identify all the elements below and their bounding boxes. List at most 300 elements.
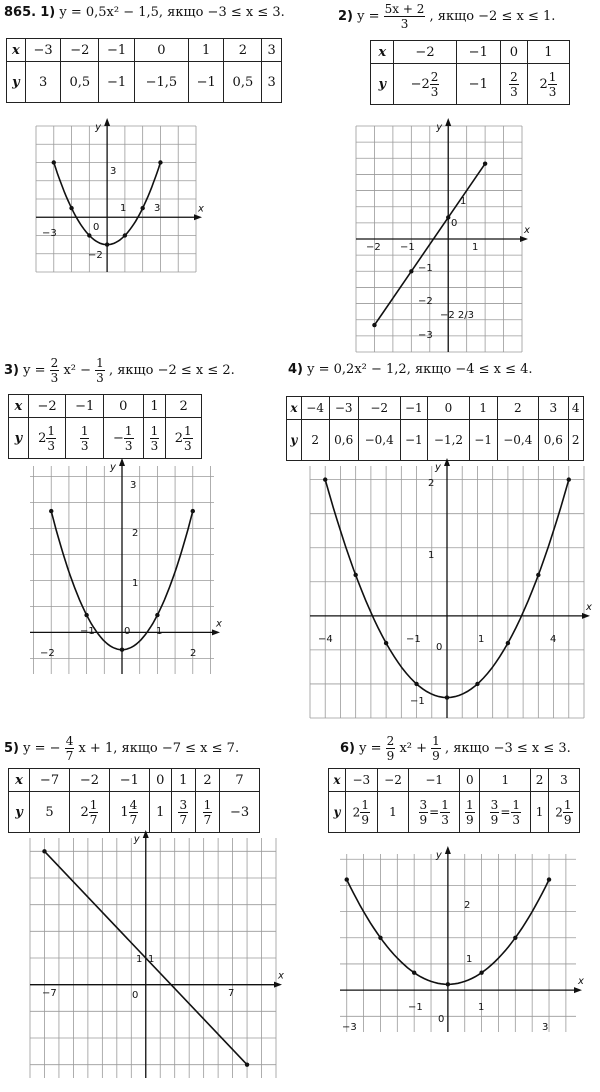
tick-label: 1 <box>136 954 143 965</box>
data-point <box>513 936 517 940</box>
fraction-denominator: 9 <box>386 749 395 763</box>
data-point <box>120 648 124 652</box>
fraction-numerator: 1 <box>96 356 104 370</box>
equals-sign: = <box>429 804 440 819</box>
tick-label: 3 <box>542 1022 549 1033</box>
table-cell: −1 <box>400 420 428 461</box>
value-table-4 <box>286 396 584 461</box>
table-cell: 5 <box>30 792 70 833</box>
table-cell: 2 <box>224 39 262 62</box>
table-cell: −1 <box>456 41 500 64</box>
formula-part: , якщо −2 ≤ x ≤ 1. <box>429 9 556 24</box>
fraction <box>129 798 139 827</box>
problem-formula: y = 0,5x² − 1,5, якщо −3 ≤ x ≤ 3. <box>59 5 285 20</box>
tick-label: 1 <box>120 203 127 214</box>
grid <box>36 126 196 272</box>
table-cell: 3 <box>262 62 282 103</box>
problem-3-heading <box>4 356 235 385</box>
tick-label: 4 <box>550 634 557 645</box>
fraction <box>431 734 441 763</box>
y-axis-label: y <box>133 834 140 845</box>
tick-label: 1 <box>428 550 435 561</box>
table-cell: 0 <box>428 397 470 420</box>
whole-part: 2 <box>539 76 548 92</box>
fraction <box>150 424 160 453</box>
whole-part: 2 <box>352 805 361 819</box>
table-cell: 0,5 <box>61 62 99 103</box>
data-point <box>123 233 127 237</box>
fraction-denominator: 7 <box>89 812 98 827</box>
table-cell: x <box>329 769 346 792</box>
y-axis-label: y <box>436 122 443 133</box>
fraction <box>384 2 426 31</box>
fraction <box>360 798 370 827</box>
value-table-5 <box>8 768 260 833</box>
x-axis-arrow <box>212 629 220 635</box>
data-point <box>245 1062 249 1066</box>
fraction-denominator: 9 <box>419 812 428 827</box>
table-cell: x <box>9 769 30 792</box>
table-cell: y <box>329 792 346 833</box>
formula-part: y = − <box>23 741 61 756</box>
fraction-numerator: 1 <box>441 797 449 812</box>
tick-label: 1 <box>478 1002 485 1013</box>
table-cell: −4 <box>301 397 329 420</box>
tick-label: 2 <box>428 478 435 489</box>
table-cell: y <box>9 418 29 459</box>
table-cell: −2 <box>358 397 400 420</box>
data-point <box>414 682 418 686</box>
tick-label: 0 <box>124 626 131 637</box>
fraction-numerator: 1 <box>89 797 98 812</box>
tick-label: 1 <box>132 578 139 589</box>
x-axis-label: x <box>216 618 222 630</box>
problem-index: 6) <box>340 741 355 756</box>
tick-label: 3 <box>154 203 161 214</box>
x-axis-arrow <box>194 214 202 220</box>
table-cell: −2 <box>28 395 66 418</box>
formula-part: , якщо −2 ≤ x ≤ 2. <box>108 363 235 378</box>
whole-part: 1 <box>120 804 129 820</box>
tick-label: 1 <box>466 954 473 965</box>
tick-label: −3 <box>342 1022 357 1033</box>
table-cell: 7 <box>220 769 260 792</box>
table-cell <box>166 418 202 459</box>
table-cell: −3 <box>220 792 260 833</box>
tick-label: 3 <box>110 166 117 177</box>
fraction-numerator: 1 <box>465 797 474 812</box>
data-point <box>87 233 91 237</box>
fraction-numerator: 3 <box>419 797 428 812</box>
y-axis-arrow <box>445 118 451 126</box>
graph-6 <box>340 850 584 1033</box>
fraction <box>46 424 56 453</box>
table-cell <box>345 792 377 833</box>
fraction-numerator: 1 <box>47 423 56 438</box>
data-point <box>323 477 327 481</box>
table-cell: 1 <box>531 792 549 833</box>
table-cell: 3 <box>25 62 61 103</box>
data-point <box>105 242 109 246</box>
grid <box>340 854 576 1032</box>
tick-label: −3 <box>42 228 57 239</box>
table-cell: −0,4 <box>497 420 539 461</box>
table-row-x <box>9 395 202 418</box>
fraction-denominator: 7 <box>179 812 188 827</box>
tick-label: −1 <box>80 626 95 637</box>
x-axis-label: x <box>524 225 530 236</box>
table-cell: −7 <box>30 769 70 792</box>
table-cell: 0 <box>460 769 480 792</box>
problem-1-heading <box>4 5 285 20</box>
table-cell: 1 <box>171 769 195 792</box>
table-row-y <box>9 418 202 459</box>
tick-label: −1 <box>406 634 421 645</box>
table-cell: −1 <box>99 62 135 103</box>
table-cell: −1,2 <box>428 420 470 461</box>
problem-index: 5) <box>4 741 19 756</box>
fraction-numerator: 3 <box>179 797 188 812</box>
table-cell: 0,6 <box>329 420 358 461</box>
whole-part: −2 <box>410 76 430 92</box>
table-cell: −1 <box>188 62 224 103</box>
tick-label: 7 <box>228 988 235 999</box>
data-point <box>412 970 416 974</box>
value-table-3 <box>8 394 202 459</box>
data-point <box>445 695 449 699</box>
graph-1 <box>36 122 204 272</box>
table-cell: −1 <box>109 769 149 792</box>
tick-label: −7 <box>42 988 57 999</box>
whole-part: 2 <box>80 804 89 820</box>
fraction <box>511 798 521 827</box>
table-cell <box>527 64 569 105</box>
table-cell: 3 <box>548 769 579 792</box>
data-point <box>345 877 349 881</box>
table-cell <box>500 64 527 105</box>
data-point <box>372 323 376 327</box>
data-point <box>49 509 53 513</box>
problem-2-heading <box>338 2 555 31</box>
data-point <box>506 641 510 645</box>
table-cell <box>409 792 460 833</box>
table-cell: −0,4 <box>358 420 400 461</box>
table-cell: 0,5 <box>224 62 262 103</box>
problem-index: 1) <box>40 5 56 20</box>
table-cell: 2 <box>531 769 549 792</box>
y-axis-arrow <box>104 118 110 126</box>
fraction <box>563 798 573 827</box>
table-row-x <box>371 41 570 64</box>
table-cell: x <box>371 41 394 64</box>
data-point <box>475 682 479 686</box>
table-cell <box>171 792 195 833</box>
formula-part: y = <box>357 9 380 24</box>
data-point <box>155 613 159 617</box>
data-point <box>353 573 357 577</box>
fraction-numerator: 5x + 2 <box>384 2 425 16</box>
table-cell <box>460 792 480 833</box>
data-point <box>42 849 46 853</box>
formula-part: x² − <box>63 363 92 378</box>
problem-formula: y = 0,2x² − 1,2, якщо −4 ≤ x ≤ 4. <box>307 362 533 377</box>
fraction-denominator: 9 <box>432 749 440 763</box>
tick-label: 1 <box>148 954 155 965</box>
whole-part: 2 <box>174 430 183 446</box>
table-cell: 1 <box>143 395 166 418</box>
fraction <box>430 70 440 99</box>
fraction-denominator: 7 <box>65 749 74 763</box>
table-cell: 1 <box>149 792 171 833</box>
fraction-denominator: 3 <box>47 438 56 453</box>
fraction-numerator: 4 <box>129 797 138 812</box>
tick-label: 2 <box>132 528 139 539</box>
formula-part: , якщо −3 ≤ x ≤ 3. <box>444 741 571 756</box>
x-axis-label: x <box>278 970 284 982</box>
x-axis-arrow <box>574 987 582 993</box>
x-axis-arrow <box>582 613 590 619</box>
table-cell: 2 <box>166 395 202 418</box>
data-point <box>567 477 571 481</box>
fraction <box>178 798 188 827</box>
table-cell: −1 <box>469 420 497 461</box>
fraction <box>440 798 450 827</box>
table-cell <box>143 418 166 459</box>
fraction <box>80 424 90 453</box>
y-axis-arrow <box>119 458 125 466</box>
x-axis-label: x <box>198 203 204 215</box>
graph-5 <box>30 834 284 1078</box>
table-cell: x <box>7 39 26 62</box>
data-point <box>446 215 450 219</box>
tick-label: −2 <box>40 648 55 659</box>
fraction <box>124 424 134 453</box>
table-cell: 2 <box>497 397 539 420</box>
table-cell: 4 <box>568 397 584 420</box>
tick-label: −1 <box>408 1002 423 1013</box>
table-cell <box>394 64 456 105</box>
problem-index: 3) <box>4 363 19 378</box>
tick-label: −2 <box>366 242 381 253</box>
fraction-denominator: 3 <box>50 371 59 385</box>
x-axis-arrow <box>520 236 528 242</box>
table-cell: 1 <box>480 769 531 792</box>
fraction-numerator: 1 <box>183 423 192 438</box>
whole-part: 2 <box>38 430 47 446</box>
x-axis-arrow <box>274 982 282 988</box>
table-cell: −1 <box>66 395 104 418</box>
table-cell: −2 <box>61 39 99 62</box>
formula-part: x² + <box>399 741 428 756</box>
tick-label: 1 <box>478 634 485 645</box>
data-point <box>446 982 450 986</box>
fraction-numerator: 2 <box>430 69 439 84</box>
fraction-denominator: 9 <box>563 812 572 827</box>
fraction-denominator: 3 <box>183 438 192 453</box>
fraction <box>95 356 105 385</box>
tick-label: −1 <box>410 696 425 707</box>
table-cell: 2 <box>568 420 584 461</box>
tick-label: 0 <box>436 642 443 653</box>
table-row-x <box>7 39 282 62</box>
problem-5-heading <box>4 734 239 763</box>
table-row-y <box>371 64 570 105</box>
fraction-numerator: 1 <box>432 734 440 748</box>
fraction-denominator: 3 <box>430 84 439 99</box>
fraction <box>89 798 99 827</box>
table-cell: 0 <box>500 41 527 64</box>
table-cell: x <box>9 395 29 418</box>
fraction-numerator: 1 <box>203 797 212 812</box>
table-cell <box>195 792 219 833</box>
fraction-denominator: 9 <box>490 812 499 827</box>
x-axis-label: x <box>586 601 592 613</box>
table-cell <box>103 418 143 459</box>
tick-label: 2 <box>190 648 197 659</box>
table-cell: 0 <box>103 395 143 418</box>
tick-label: 0 <box>451 218 458 229</box>
whole-part: 2 <box>555 805 563 819</box>
fraction-numerator: 1 <box>124 423 133 438</box>
data-point <box>191 509 195 513</box>
table-row-y <box>7 62 282 103</box>
table-cell: −1 <box>409 769 460 792</box>
fraction <box>509 70 519 99</box>
table-row-x <box>9 769 260 792</box>
fraction <box>490 798 500 827</box>
y-axis-arrow <box>445 846 451 854</box>
table-cell: −1,5 <box>134 62 188 103</box>
table-cell <box>69 792 109 833</box>
problem-index: 2) <box>338 9 353 24</box>
table-cell: 1 <box>469 397 497 420</box>
fraction-denominator: 3 <box>510 84 518 99</box>
tick-label: −2 <box>418 296 433 307</box>
tick-label: 0 <box>132 990 139 1001</box>
data-point <box>158 160 162 164</box>
fraction <box>50 356 60 385</box>
table-cell: 3 <box>262 39 282 62</box>
tick-label: 0 <box>438 1014 445 1025</box>
fraction-denominator: 3 <box>124 438 133 453</box>
fraction <box>419 798 429 827</box>
fraction-numerator: 1 <box>361 797 369 812</box>
fraction-numerator: 1 <box>150 423 159 438</box>
table-cell: 2 <box>301 420 329 461</box>
data-point <box>52 160 56 164</box>
fraction-denominator: 3 <box>80 438 89 453</box>
value-table-1 <box>6 38 282 103</box>
tick-label: 2 <box>464 900 471 911</box>
tick-label: −4 <box>318 634 333 645</box>
fraction-denominator: 3 <box>400 17 409 31</box>
fraction-numerator: 1 <box>512 797 521 812</box>
y-axis-label: y <box>110 462 116 473</box>
table-cell: −2 <box>394 41 456 64</box>
graph-2 <box>356 122 530 352</box>
table-cell: y <box>371 64 394 105</box>
tick-label: 1 <box>156 626 163 637</box>
graph-4 <box>310 462 592 718</box>
table-cell: x <box>287 397 302 420</box>
fraction-numerator: 2 <box>386 734 395 748</box>
table-cell: 0,6 <box>539 420 568 461</box>
fraction-denominator: 9 <box>361 812 369 827</box>
fraction-denominator: 3 <box>150 438 159 453</box>
table-cell <box>548 792 579 833</box>
y-axis-label: y <box>435 850 442 861</box>
data-point <box>409 269 413 273</box>
tick-label: −2 <box>88 250 103 261</box>
tick-label: −1 <box>400 242 415 253</box>
fraction-denominator: 7 <box>129 812 138 827</box>
table-cell: −3 <box>345 769 377 792</box>
table-cell: −1 <box>456 64 500 105</box>
table-row-y <box>287 420 584 461</box>
table-cell: y <box>7 62 26 103</box>
fraction <box>548 70 558 99</box>
data-point <box>547 877 551 881</box>
table-cell: 3 <box>539 397 568 420</box>
value-table-2 <box>370 40 570 105</box>
table-cell: −1 <box>400 397 428 420</box>
table-cell: 0 <box>134 39 188 62</box>
data-point <box>536 573 540 577</box>
data-point <box>84 613 88 617</box>
problem-4-heading <box>288 362 533 377</box>
tick-label: −3 <box>418 330 433 341</box>
exercise-number: 865. <box>4 5 37 20</box>
fraction <box>203 798 213 827</box>
tick-label: 1 <box>472 242 479 253</box>
table-cell: 1 <box>527 41 569 64</box>
table-cell: 0 <box>149 769 171 792</box>
table-cell <box>109 792 149 833</box>
data-point <box>140 206 144 210</box>
whole-part: − <box>112 430 124 446</box>
fraction-denominator: 3 <box>441 812 449 827</box>
formula-part: y = <box>359 741 382 756</box>
data-point <box>483 161 487 165</box>
table-cell: −2 <box>377 769 409 792</box>
graph-3 <box>30 462 222 674</box>
tick-label: 1 <box>460 196 467 207</box>
table-cell: −3 <box>25 39 61 62</box>
equals-sign: = <box>500 804 511 819</box>
table-cell: −1 <box>99 39 135 62</box>
fraction-denominator: 9 <box>465 812 474 827</box>
fraction <box>65 734 75 763</box>
fraction-numerator: 1 <box>80 423 89 438</box>
table-cell: 1 <box>377 792 409 833</box>
fraction-numerator: 3 <box>490 797 499 812</box>
tick-label: 3 <box>130 480 137 491</box>
data-point <box>479 970 483 974</box>
fraction-numerator: 2 <box>50 356 59 370</box>
x-axis-label: x <box>578 976 584 988</box>
problem-index: 4) <box>288 362 303 377</box>
fraction <box>386 734 396 763</box>
table-row-x <box>329 769 580 792</box>
y-axis-label: y <box>95 122 102 133</box>
table-cell: 2 <box>195 769 219 792</box>
formula-part: y = <box>23 363 46 378</box>
table-row-x <box>287 397 584 420</box>
table-cell: −2 <box>69 769 109 792</box>
table-row-y <box>9 792 260 833</box>
fraction <box>465 798 475 827</box>
fraction <box>183 424 193 453</box>
